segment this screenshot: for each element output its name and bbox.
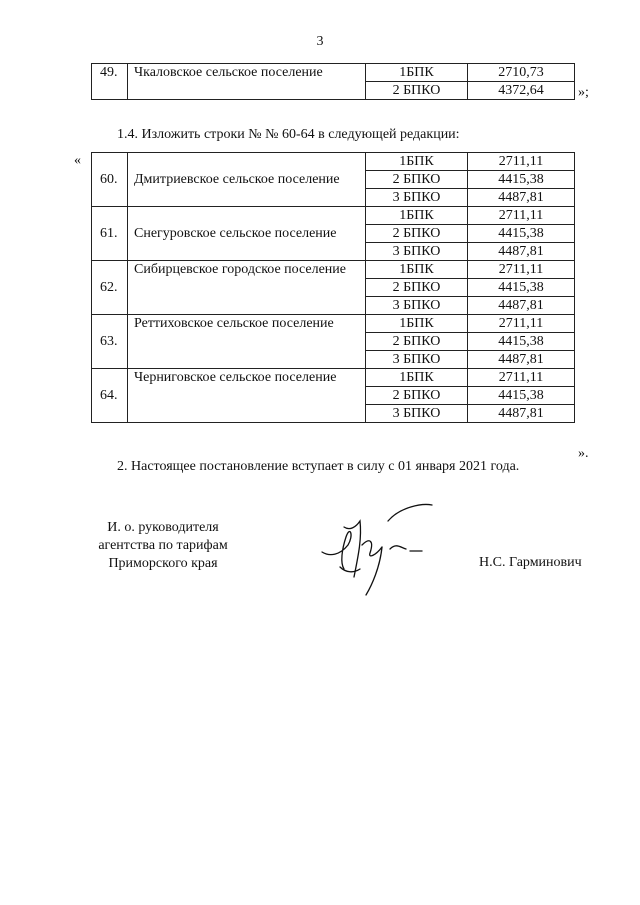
closing-quote: »; [578,85,589,100]
table-row [92,369,575,387]
settlement-name: Снегуровское сельское поселение [128,207,366,261]
rate-value: 2711,11 [468,369,575,387]
category-code: 2 БПКО [366,82,468,100]
category-code: 3 БПКО [366,405,468,423]
rate-value: 2711,11 [468,261,575,279]
rates-table-row-49 [91,63,575,100]
signatory-title-line: И. о. руководителя [107,520,219,535]
row-number: 63. [92,315,128,369]
table-row [92,153,575,171]
rate-value: 2711,11 [468,315,575,333]
signatory-title-line: Приморского края [108,556,218,571]
category-code: 3 БПКО [366,243,468,261]
page-number: 3 [316,34,324,49]
signatory-title-line: агентства по тарифам [98,538,228,553]
settlement-name: Сибирцевское городское поселение [128,261,366,315]
settlement-name: Реттиховское сельское поселение [128,315,366,369]
table-row [92,207,575,225]
category-code: 1БПК [366,261,468,279]
rate-value: 4487,81 [468,189,575,207]
category-code: 1БПК [366,153,468,171]
category-code: 1БПК [366,64,468,82]
row-number: 62. [92,261,128,315]
category-code: 1БПК [366,315,468,333]
rate-value: 4487,81 [468,351,575,369]
category-code: 2 БПКО [366,171,468,189]
category-code: 3 БПКО [366,351,468,369]
rates-table-rows-60-64 [91,152,575,423]
settlement-name: Дмитриевское сельское поселение [128,153,366,207]
category-code: 2 БПКО [366,225,468,243]
rate-value: 4372,64 [468,82,575,100]
rate-value: 2710,73 [468,64,575,82]
rate-value: 4415,38 [468,387,575,405]
paragraph-2: 2. Настоящее постановление вступает в силу с 01 января 2021 года. [117,459,520,474]
paragraph-1-4: 1.4. Изложить строки № № 60-64 в следующей редакции: [117,127,460,142]
signatory-title [88,519,238,573]
settlement-name: Черниговское сельское поселение [128,369,366,423]
category-code: 1БПК [366,207,468,225]
rate-value: 2711,11 [468,207,575,225]
table-row [92,64,575,82]
settlement-name: Чкаловское сельское поселение [128,64,366,100]
rate-value: 4487,81 [468,405,575,423]
row-number: 60. [92,153,128,207]
handwritten-signature [310,497,440,597]
signatory-name: Н.С. Гарминович [479,555,582,570]
table-row [92,315,575,333]
category-code: 2 БПКО [366,387,468,405]
row-number: 49. [92,64,128,100]
opening-quote: « [74,153,81,168]
rate-value: 4415,38 [468,279,575,297]
row-number: 64. [92,369,128,423]
rate-value: 4415,38 [468,225,575,243]
category-code: 1БПК [366,369,468,387]
closing-quote: ». [578,446,589,461]
category-code: 3 БПКО [366,297,468,315]
category-code: 3 БПКО [366,189,468,207]
rate-value: 4415,38 [468,171,575,189]
category-code: 2 БПКО [366,333,468,351]
rate-value: 2711,11 [468,153,575,171]
rate-value: 4487,81 [468,243,575,261]
row-number: 61. [92,207,128,261]
category-code: 2 БПКО [366,279,468,297]
rate-value: 4487,81 [468,297,575,315]
rate-value: 4415,38 [468,333,575,351]
table-row [92,261,575,279]
